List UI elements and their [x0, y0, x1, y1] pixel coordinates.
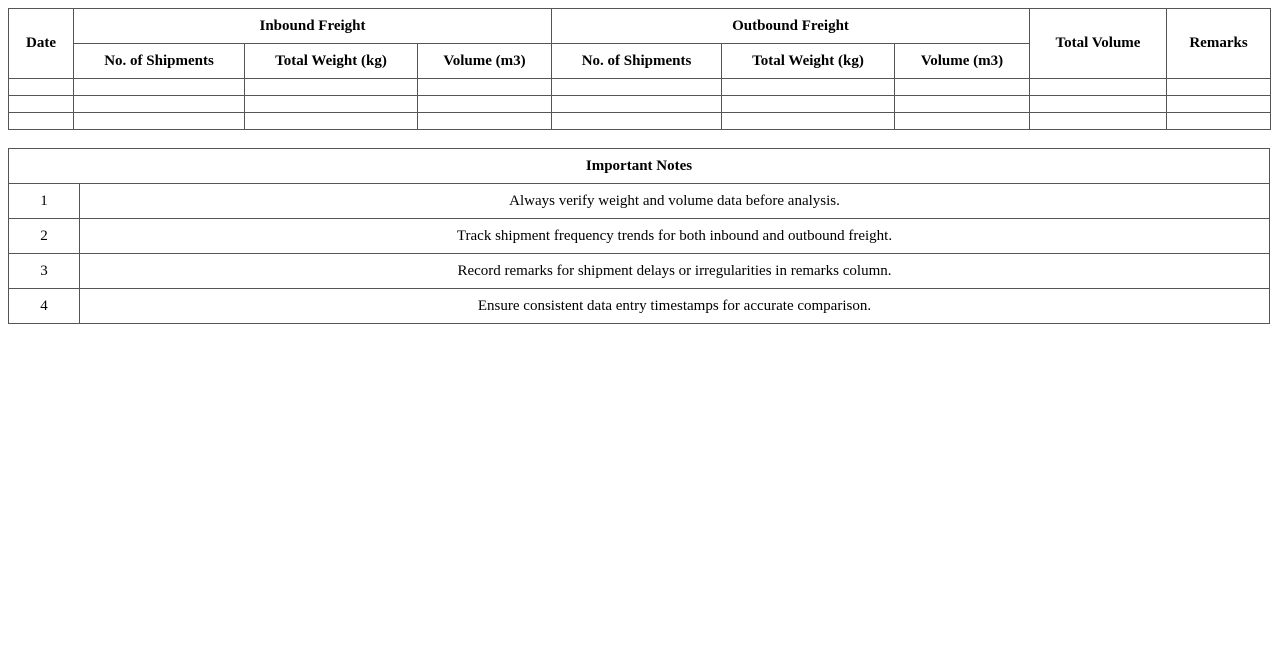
table-row [9, 79, 1271, 96]
header-date: Date [9, 9, 74, 79]
note-text: Ensure consistent data entry timestamps for accurate comparison. [80, 289, 1270, 324]
note-row [9, 254, 1270, 289]
note-number: 4 [9, 289, 80, 324]
header-remarks: Remarks [1167, 9, 1271, 79]
table-cell[interactable] [74, 113, 245, 130]
freight-table [8, 8, 1271, 130]
table-cell[interactable] [1167, 96, 1271, 113]
table-cell[interactable] [1030, 79, 1167, 96]
note-row [9, 219, 1270, 254]
table-cell[interactable] [9, 96, 74, 113]
header-outbound-freight: Outbound Freight [552, 9, 1030, 44]
important-notes-table [8, 148, 1270, 324]
note-row [9, 289, 1270, 324]
header-inbound-freight: Inbound Freight [74, 9, 552, 44]
table-row [9, 113, 1271, 130]
header-inbound-shipments: No. of Shipments [74, 44, 245, 79]
table-cell[interactable] [552, 96, 722, 113]
note-number: 2 [9, 219, 80, 254]
note-text: Record remarks for shipment delays or irregularities in remarks column. [80, 254, 1270, 289]
table-cell[interactable] [1030, 113, 1167, 130]
table-cell[interactable] [74, 96, 245, 113]
table-cell[interactable] [74, 79, 245, 96]
header-total-volume: Total Volume [1030, 9, 1167, 79]
header-outbound-shipments: No. of Shipments [552, 44, 722, 79]
table-cell[interactable] [9, 79, 74, 96]
notes-title: Important Notes [9, 149, 1270, 184]
table-row [9, 96, 1271, 113]
note-text: Always verify weight and volume data before analysis. [80, 184, 1270, 219]
header-outbound-weight: Total Weight (kg) [722, 44, 895, 79]
note-number: 1 [9, 184, 80, 219]
table-cell[interactable] [722, 79, 895, 96]
note-number: 3 [9, 254, 80, 289]
table-cell[interactable] [552, 79, 722, 96]
table-cell[interactable] [895, 113, 1030, 130]
header-inbound-weight: Total Weight (kg) [245, 44, 418, 79]
header-outbound-volume: Volume (m3) [895, 44, 1030, 79]
table-cell[interactable] [1167, 79, 1271, 96]
header-inbound-volume: Volume (m3) [418, 44, 552, 79]
table-cell[interactable] [418, 96, 552, 113]
table-cell[interactable] [9, 113, 74, 130]
table-cell[interactable] [245, 79, 418, 96]
table-cell[interactable] [552, 113, 722, 130]
table-cell[interactable] [245, 96, 418, 113]
note-row [9, 184, 1270, 219]
table-cell[interactable] [1167, 113, 1271, 130]
table-cell[interactable] [895, 96, 1030, 113]
table-cell[interactable] [895, 79, 1030, 96]
table-cell[interactable] [722, 113, 895, 130]
table-cell[interactable] [722, 96, 895, 113]
note-text: Track shipment frequency trends for both inbound and outbound freight. [80, 219, 1270, 254]
table-cell[interactable] [245, 113, 418, 130]
table-cell[interactable] [418, 113, 552, 130]
table-cell[interactable] [1030, 96, 1167, 113]
table-cell[interactable] [418, 79, 552, 96]
